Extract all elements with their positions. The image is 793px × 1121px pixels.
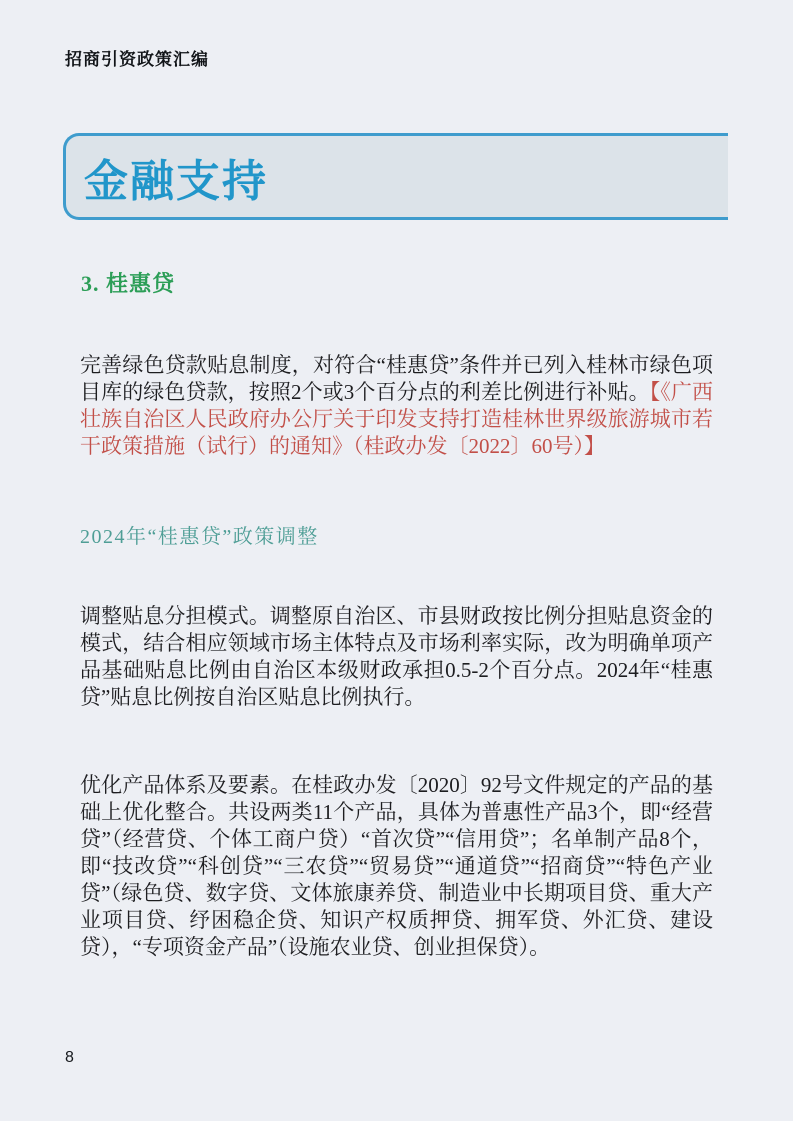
page-number: 8 <box>65 1049 74 1066</box>
section-banner <box>63 133 728 220</box>
paragraph-body-text: 完善绿色贷款贴息制度，对符合“桂惠贷”条件并已列入桂林市绿色项目库的绿色贷款，按照2个或3个百分点的利差比例进行补贴。 <box>80 353 713 404</box>
banner-title: 金融支持 <box>84 156 268 206</box>
citation-reference-text: 【《广西壮族自治区人民政府办公厅关于印发支持打造桂林世界级旅游城市若干政策措施（试行）的通知》（桂政办发〔2022〕60号）】 <box>80 380 714 458</box>
paragraph-green-loan-subsidy <box>80 352 713 460</box>
section-heading: 3. 桂惠贷 <box>81 271 176 296</box>
paragraph-product-system: 优化产品体系及要素。在桂政办发〔2020〕92号文件规定的产品的基础上优化整合。共设两类11个产品，具体为普惠性产品3个，即“经营贷”（经营贷、个体工商户贷）“首次贷”“信用贷”；名单制产品8个，即“技改贷”“科创贷”“三农贷”“贸易贷”“通道贷”“招商贷”“特色产业贷”（绿色贷、数字贷、文体旅康养贷、制造业中长期项目贷、重大产业项目贷、纾困稳企贷、知识产权质押贷、拥军贷、外汇贷、建设贷），“专项资金产品”（设施农业贷、创业担保贷）。 <box>80 773 713 959</box>
paragraph-interest-subsidy-model: 调整贴息分担模式。调整原自治区、市县财政按比例分担贴息资金的模式，结合相应领域市场主体特点及市场利率实际，改为明确单项产品基础贴息比例由自治区本级财政承担0.5-2个百分点。2024年“桂惠贷”贴息比例按自治区贴息比例执行。 <box>80 604 713 709</box>
running-header: 招商引资政策汇编 <box>65 50 209 69</box>
subheading-2024-policy-adjustment: 2024年“桂惠贷”政策调整 <box>80 526 319 548</box>
